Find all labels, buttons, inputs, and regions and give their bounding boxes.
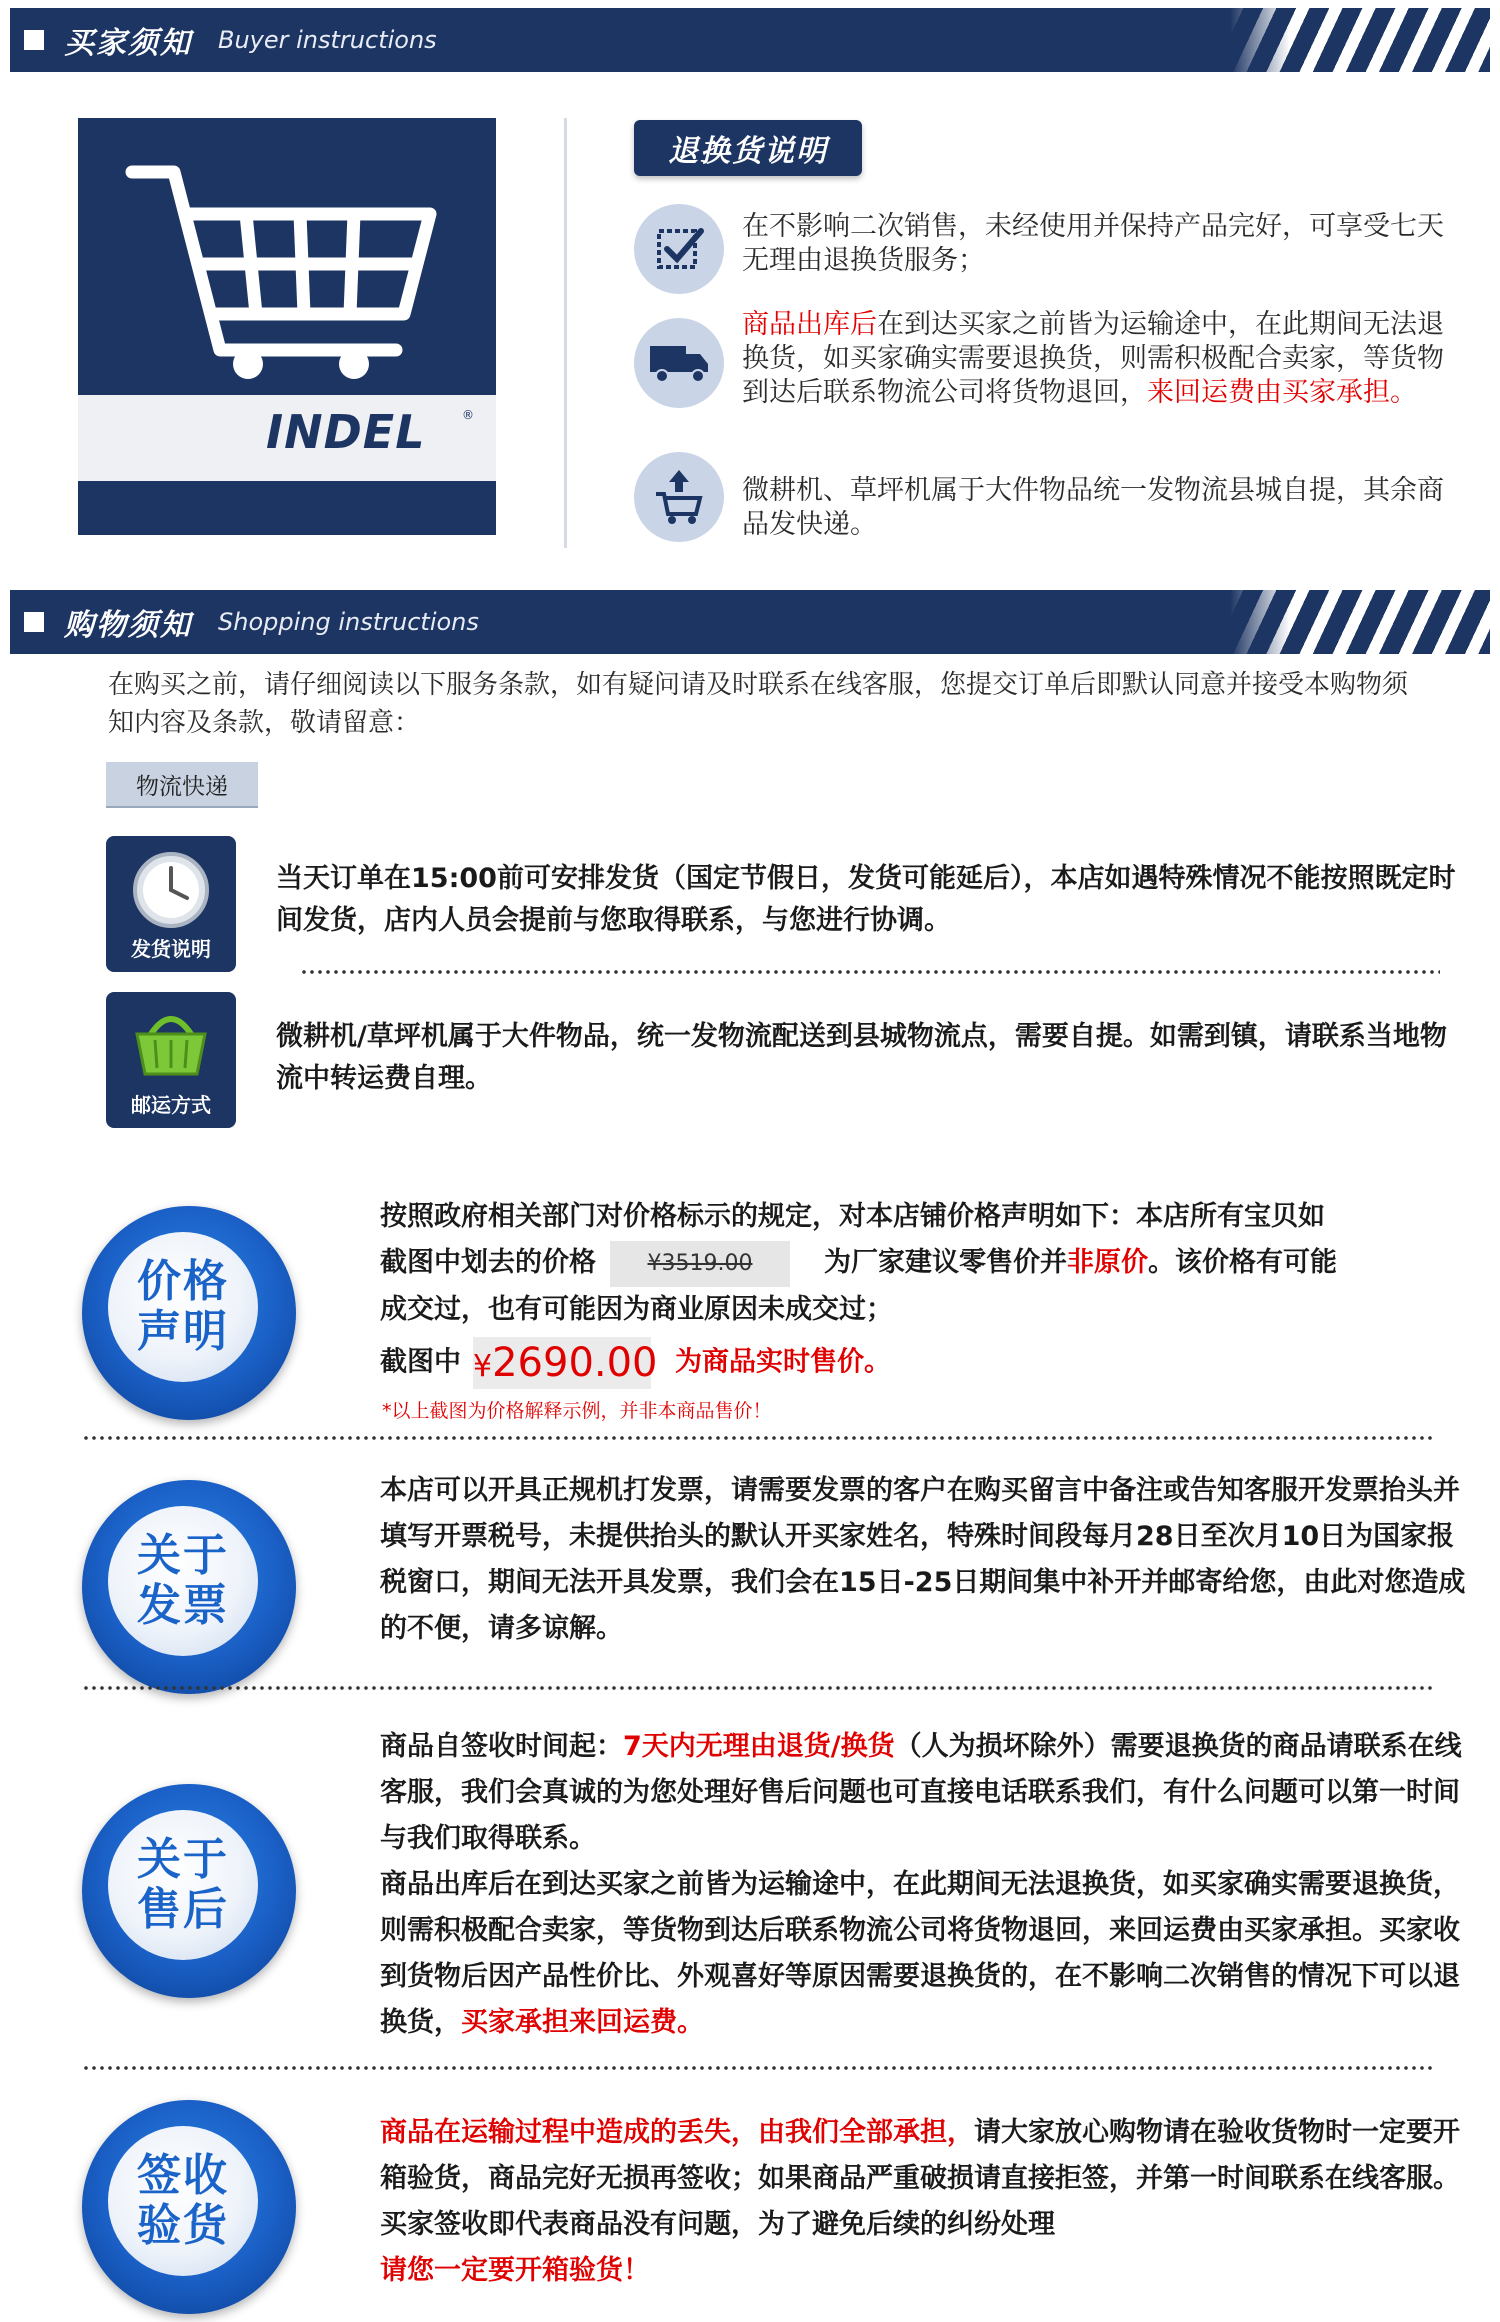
dotted-divider xyxy=(300,970,1440,974)
invoice-badge xyxy=(82,1480,296,1694)
receipt-main-text: 请大家放心购物请在验收货物时一定要开箱验货，商品完好无损再签收；如果商品严重破损请直接拒签，并第一时间联系在线客服。买家签收即代表商品没有问题，为了避免后续的纠纷处理 xyxy=(380,2117,1460,2240)
shipping-notice-label: 发货说明 xyxy=(131,937,211,961)
price-note: *以上截图为价格解释示例，并非本商品售价！ xyxy=(382,1400,772,1422)
aftersale-para-1 xyxy=(380,1724,1470,1862)
header-title-en: Buyer instructions xyxy=(218,26,437,54)
actual-price-box xyxy=(473,1337,658,1389)
badge-line: 声明 xyxy=(137,1306,229,1357)
stripes-decoration xyxy=(1230,590,1490,654)
price-line-2c: 。该价格有可能 xyxy=(1148,1247,1337,1278)
shipping-red-text: 商品出库后 xyxy=(742,309,877,340)
delivery-method-text: 微耕机/草坪机属于大件物品，统一发物流配送到县城物流点，需要自提。如需到镇，请联系当地物流中转运费自理。 xyxy=(276,1021,1447,1094)
receipt-inspection-badge xyxy=(82,2100,296,2314)
dotted-divider xyxy=(82,1436,1434,1440)
price-line-4a: 截图中 xyxy=(380,1346,461,1377)
indel-logo xyxy=(78,118,496,535)
badge-line: 关于 xyxy=(137,1834,229,1885)
badge-line: 验货 xyxy=(137,2200,229,2251)
aftersale-para-2 xyxy=(380,1862,1470,2046)
clock-icon xyxy=(129,848,213,932)
price-statement-badge xyxy=(82,1206,296,1420)
brand-name: INDEL xyxy=(266,405,426,459)
loss-covered-text: 商品在运输过程中造成的丢失，由我们全部承担， xyxy=(380,2117,974,2148)
dotted-divider xyxy=(82,1686,1434,1690)
actual-price-label: 为商品实时售价。 xyxy=(675,1346,891,1377)
stripes-decoration xyxy=(1230,8,1490,72)
shipping-text: 在到达买家之前皆为运输途中，在此期间无法退换货，如买家确实需要退换货，则需积极配合卖家，等货物到达后联系物流公司将货物退回， xyxy=(742,309,1444,408)
square-bullet-icon xyxy=(24,30,44,50)
badge-line: 售后 xyxy=(137,1884,229,1935)
aftersale-b1: 商品出库后在到达买家之前皆为运输途中，在此期间无法退换货，如买家确实需要退换货，则需积极配合卖家，等货物到达后联系物流公司将货物退回，来回运费由买家承担。买家收到货物后因产品性价比、外观喜好等原因需要退换货的，在不影响二次销售的情况下可以退换货， xyxy=(380,1869,1460,2038)
price-line-2b: 为厂家建议零售价并 xyxy=(824,1247,1067,1278)
price-line-2 xyxy=(380,1240,1470,1287)
return-item-shipping xyxy=(742,308,1462,410)
delivery-method-label: 邮运方式 xyxy=(131,1093,211,1117)
price-statement-text xyxy=(380,1194,1470,1389)
basket-icon xyxy=(129,1004,213,1078)
badge-line: 价格 xyxy=(137,1256,229,1307)
divider xyxy=(564,118,567,548)
header-title-cn: 购物须知 xyxy=(64,608,192,643)
intro-text: 在购买之前，请仔细阅读以下服务条款，如有疑问请及时联系在线客服，您提交订单后即默认同意并接受本购物须知内容及条款，敬请留意： xyxy=(108,670,1409,738)
yen-symbol: ¥ xyxy=(473,1348,493,1384)
buyer-instructions-header xyxy=(10,8,1490,72)
struck-price: ¥3519.00 xyxy=(610,1241,790,1287)
price-line-4 xyxy=(380,1337,1470,1389)
badge-line: 发票 xyxy=(137,1580,229,1631)
price-line-2a: 截图中划去的价格 xyxy=(380,1247,596,1278)
checkbox-icon xyxy=(634,204,724,294)
invoice-text: 本店可以开具正规机打发票，请需要发票的客户在购买留言中备注或告知客服开发票抬头并填写开票税号，未提供抬头的默认开买家姓名，特殊时间段每月28日至次月10日为国家报税窗口，期间无法开具发票，我们会在15日-25日期间集中补开并邮寄给您，由此对您造成的不便，请多谅解。 xyxy=(380,1475,1466,1644)
aftersale-a2: （人为损坏除外）需要退换货的商品请联系在线客服，我们会真诚的为您处理好售后问题也可直接电话联系我们，有什么问题可以第一时间与我们取得联系。 xyxy=(380,1731,1462,1854)
shipping-notice-icon xyxy=(106,836,236,972)
shipping-fee-text: 来回运费由买家承担。 xyxy=(1147,377,1417,408)
cart-upload-icon xyxy=(634,452,724,542)
header-title-en: Shopping instructions xyxy=(218,608,479,636)
actual-price: 2690.00 xyxy=(492,1339,658,1386)
delivery-method-icon xyxy=(106,992,236,1128)
returns-title: 退换货说明 xyxy=(634,120,862,176)
buyer-pays-shipping: 买家承担来回运费。 xyxy=(461,2007,704,2038)
not-original-price: 非原价 xyxy=(1067,1247,1148,1278)
logistics-tag: 物流快递 xyxy=(106,762,258,808)
seven-day-return: 7天内无理由退货/换货 xyxy=(623,1731,895,1762)
return-item-text: 微耕机、草坪机属于大件物品统一发物流县城自提，其余商品发快递。 xyxy=(742,475,1444,540)
shipping-notice-text: 当天订单在15:00前可安排发货（国定节假日，发货可能延后），本店如遇特殊情况不能按照既定时间发货，店内人员会提前与您取得联系，与您进行协调。 xyxy=(276,863,1456,936)
shopping-instructions-header xyxy=(10,590,1490,654)
aftersale-text xyxy=(380,1724,1470,2046)
price-line-3: 成交过，也有可能因为商业原因未成交过； xyxy=(380,1293,893,1325)
aftersale-a1: 商品自签收时间起： xyxy=(380,1731,623,1762)
receipt-text xyxy=(380,2110,1470,2294)
price-line-1: 按照政府相关部门对价格标示的规定，对本店铺价格声明如下：本店所有宝贝如 xyxy=(380,1201,1325,1232)
square-bullet-icon xyxy=(24,612,44,632)
header-title-cn: 买家须知 xyxy=(64,26,192,61)
dotted-divider xyxy=(82,2066,1434,2070)
shopping-cart-icon xyxy=(78,118,496,398)
badge-line: 关于 xyxy=(137,1530,229,1581)
aftersale-badge xyxy=(82,1784,296,1998)
registered-mark: ® xyxy=(462,408,474,422)
badge-line: 签收 xyxy=(137,2150,229,2201)
truck-icon xyxy=(634,318,724,408)
return-item-text: 在不影响二次销售，未经使用并保持产品完好，可享受七天无理由退换货服务； xyxy=(742,211,1444,276)
inspect-reminder: 请您一定要开箱验货！ xyxy=(380,2255,650,2286)
